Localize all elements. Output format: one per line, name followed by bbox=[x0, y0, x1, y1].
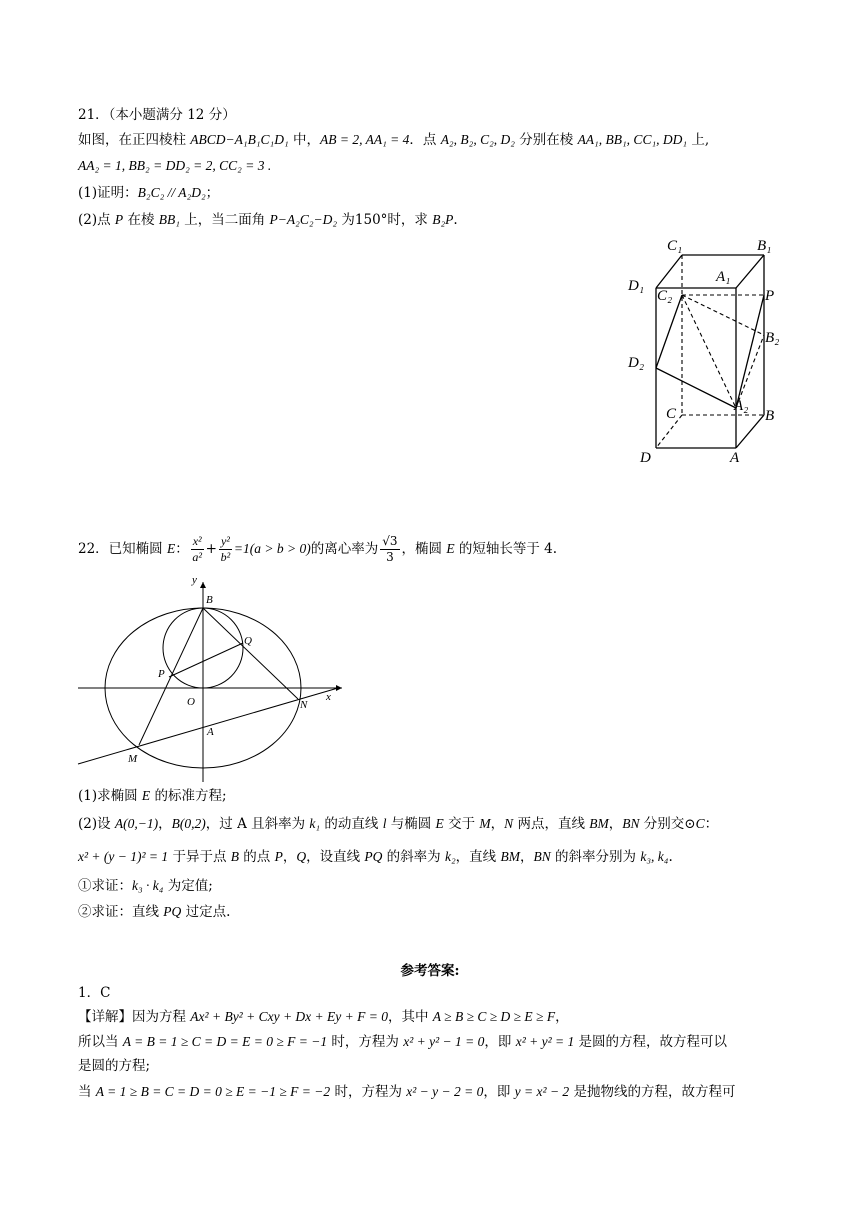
numerator: √3 bbox=[382, 534, 398, 548]
q22-sub2 bbox=[78, 903, 230, 921]
label-A2: A₂ bbox=[734, 398, 749, 414]
text: 上, bbox=[687, 132, 710, 148]
fraction-x2-a2 bbox=[191, 534, 204, 565]
math: P bbox=[114, 212, 124, 227]
math: Ax² + By² + Cxy + Dx + Ey + F = 0 bbox=[190, 1009, 388, 1024]
text: ， bbox=[158, 816, 172, 832]
denominator: b² bbox=[220, 550, 231, 564]
denominator: a² bbox=[192, 550, 202, 564]
prism-figure bbox=[620, 232, 790, 468]
label-A: A bbox=[207, 726, 214, 738]
math: BM bbox=[589, 816, 609, 831]
q21-header: 21．（本小题满分 12 分） bbox=[78, 107, 236, 123]
text: ， bbox=[555, 1009, 569, 1025]
text: 在棱 bbox=[123, 212, 159, 228]
label-P: P bbox=[158, 668, 165, 680]
text: 的短轴长等于 4. bbox=[454, 541, 558, 557]
label-Q: Q bbox=[244, 635, 252, 647]
math: C bbox=[695, 816, 705, 831]
text: ，即 bbox=[483, 1084, 515, 1100]
text: 的斜率为 bbox=[382, 849, 445, 865]
math: A ≥ B ≥ C ≥ D ≥ E ≥ F bbox=[432, 1009, 556, 1024]
math: BN bbox=[622, 816, 640, 831]
text: (2)设 bbox=[78, 816, 115, 832]
text: ，其中 bbox=[388, 1009, 433, 1025]
label-B: B bbox=[765, 408, 775, 424]
numerator: y² bbox=[220, 534, 230, 548]
math: AB = 2, AA₁ = 4 bbox=[319, 132, 410, 147]
text: ， bbox=[282, 849, 297, 865]
text: 的动直线 bbox=[320, 816, 383, 832]
math: ABCD−A₁B₁C₁D₁ bbox=[190, 132, 289, 147]
math: P−A₂C₂−D₂ bbox=[269, 212, 338, 227]
text: 是圆的方程，故方程可以 bbox=[574, 1034, 728, 1050]
text: 上，当二面角 bbox=[179, 212, 270, 228]
q22-sub1 bbox=[78, 877, 213, 895]
label-C2: C₂ bbox=[657, 288, 673, 304]
label-A1: A₁ bbox=[716, 269, 731, 285]
hidden-segment-C2A2 bbox=[682, 295, 736, 408]
text: ， bbox=[608, 816, 623, 832]
answer-1-detail bbox=[78, 1008, 569, 1026]
text: 【详解】因为方程 bbox=[78, 1009, 191, 1025]
math: l bbox=[382, 816, 387, 831]
operator: + bbox=[205, 541, 217, 557]
label-y: y bbox=[192, 574, 197, 586]
answer-1-line4 bbox=[78, 1083, 735, 1101]
edge-AB bbox=[736, 415, 764, 448]
text: 过定点. bbox=[181, 904, 231, 920]
ellipse-figure bbox=[75, 572, 350, 784]
label-B2: B₂ bbox=[765, 330, 780, 346]
math: E bbox=[435, 816, 444, 831]
math: B bbox=[230, 849, 239, 864]
text: . bbox=[668, 849, 673, 865]
q21-statement-line1 bbox=[78, 131, 709, 149]
q21-statement-line2: AA₂ = 1, BB₂ = DD₂ = 2, CC₂ = 3 . bbox=[78, 158, 272, 173]
text: ， bbox=[490, 816, 505, 832]
text: ： bbox=[175, 541, 189, 557]
text: (2)点 bbox=[78, 212, 115, 228]
label-x: x bbox=[326, 691, 331, 703]
edge-B1A1 bbox=[736, 255, 764, 288]
text: 与椭圆 bbox=[386, 816, 436, 832]
label-M: M bbox=[128, 753, 138, 765]
math: BB₁ bbox=[158, 212, 180, 227]
text: 分别在棱 bbox=[514, 132, 578, 148]
math: P bbox=[274, 849, 283, 864]
segment-D2A2 bbox=[656, 368, 736, 408]
line-PQ bbox=[169, 643, 243, 677]
q22-part2 bbox=[78, 815, 718, 833]
text: ； bbox=[205, 185, 220, 201]
math: M bbox=[479, 816, 491, 831]
answer-1: 1．C bbox=[78, 985, 111, 1001]
answer-1-line2 bbox=[78, 1033, 727, 1051]
math: x² + y² = 1 bbox=[515, 1034, 575, 1049]
text: ②求证：直线 bbox=[78, 904, 164, 920]
math: Q bbox=[296, 849, 307, 864]
text: 分别交⊙ bbox=[639, 816, 696, 832]
math: E bbox=[166, 541, 176, 556]
math: y = x² − 2 bbox=[514, 1084, 570, 1099]
text: ．点 bbox=[409, 132, 441, 148]
label-A: A bbox=[730, 450, 740, 466]
math: PQ bbox=[163, 904, 182, 919]
math: E bbox=[446, 541, 455, 556]
text: . bbox=[453, 212, 458, 228]
math: PQ bbox=[364, 849, 383, 864]
q22-intro bbox=[78, 532, 557, 566]
label-P: P bbox=[765, 288, 775, 304]
text: 交于 bbox=[443, 816, 480, 832]
text: 的离心率为 bbox=[310, 541, 379, 557]
math: k₃ · k₄ bbox=[132, 878, 164, 893]
text: ： bbox=[704, 816, 719, 832]
denominator: 3 bbox=[386, 550, 394, 564]
text: 时，方程为 bbox=[330, 1084, 407, 1100]
math: BM bbox=[500, 849, 520, 864]
math: B(0,2) bbox=[171, 816, 206, 831]
fraction-sqrt3-3 bbox=[380, 534, 399, 565]
segment-A2P bbox=[736, 295, 764, 408]
math: B₂P bbox=[432, 212, 454, 227]
text: 所以当 bbox=[78, 1034, 123, 1050]
label-O: O bbox=[187, 696, 195, 708]
text: ，椭圆 bbox=[401, 541, 447, 557]
text: 是抛物线的方程，故方程可 bbox=[569, 1084, 736, 1100]
text: 的点 bbox=[239, 849, 275, 865]
text: ①求证： bbox=[78, 878, 132, 894]
text: ，即 bbox=[484, 1034, 516, 1050]
text: 当 bbox=[78, 1084, 96, 1100]
label-D: D bbox=[640, 450, 651, 466]
label-D2: D₂ bbox=[628, 355, 645, 371]
q21-part2 bbox=[78, 211, 458, 229]
math: A = 1 ≥ B = C = D = 0 ≥ E = −1 ≥ F = −2 bbox=[95, 1084, 331, 1099]
math: x² + (y − 1)² = 1 bbox=[78, 849, 169, 864]
math: N bbox=[504, 816, 514, 831]
text: (1)求椭圆 bbox=[78, 788, 142, 804]
math: x² + y² − 1 = 0 bbox=[403, 1034, 485, 1049]
math: B₂C₂ // A₂D₂ bbox=[137, 185, 206, 200]
math: A = B = 1 ≥ C = D = E = 0 ≥ F = −1 bbox=[122, 1034, 328, 1049]
text: 的标准方程; bbox=[150, 788, 227, 804]
text: ， bbox=[519, 849, 534, 865]
label-C: C bbox=[666, 406, 677, 422]
answer-1-line3: 是圆的方程; bbox=[78, 1058, 151, 1074]
answers-title: 参考答案: bbox=[400, 963, 460, 979]
math: =1(a > b > 0) bbox=[233, 541, 311, 556]
text: 为150°时，求 bbox=[337, 212, 433, 228]
text: 的斜率分别为 bbox=[550, 849, 641, 865]
text: 时，方程为 bbox=[327, 1034, 404, 1050]
label-D1: D₁ bbox=[628, 278, 645, 294]
segment-D2C2 bbox=[656, 295, 682, 368]
q22-part1 bbox=[78, 787, 227, 805]
math: k₃, k₄ bbox=[640, 849, 669, 864]
text: ，过 A 且斜率为 bbox=[205, 816, 310, 832]
math: k₁ bbox=[309, 816, 321, 831]
label-B: B bbox=[206, 594, 213, 606]
text: 于异于点 bbox=[168, 849, 231, 865]
label-C1: C₁ bbox=[667, 238, 683, 254]
text: 中， bbox=[288, 132, 320, 148]
q21-part1 bbox=[78, 184, 219, 202]
math: A(0,−1) bbox=[114, 816, 159, 831]
fraction-y2-b2 bbox=[219, 534, 232, 565]
text: ，直线 bbox=[455, 849, 501, 865]
text: ，设直线 bbox=[306, 849, 365, 865]
math: A₂, B₂, C₂, D₂ bbox=[440, 132, 515, 147]
text: 为定值; bbox=[163, 878, 213, 894]
text: (1)证明： bbox=[78, 185, 138, 201]
edge-D1C1 bbox=[656, 255, 682, 288]
math: AA₁, BB₁, CC₁, DD₁ bbox=[577, 132, 688, 147]
q22-part2-continued bbox=[78, 848, 673, 866]
text: 两点，直线 bbox=[513, 816, 590, 832]
label-N: N bbox=[300, 699, 308, 711]
math: E bbox=[141, 788, 151, 803]
text: 22．已知椭圆 bbox=[78, 541, 167, 557]
text: 如图，在正四棱柱 bbox=[78, 132, 191, 148]
math: BN bbox=[533, 849, 551, 864]
hidden-segment-C2B2 bbox=[682, 295, 764, 335]
math: k₂ bbox=[444, 849, 456, 864]
numerator: x² bbox=[192, 534, 202, 548]
math: x² − y − 2 = 0 bbox=[406, 1084, 484, 1099]
label-B1: B₁ bbox=[757, 238, 772, 254]
